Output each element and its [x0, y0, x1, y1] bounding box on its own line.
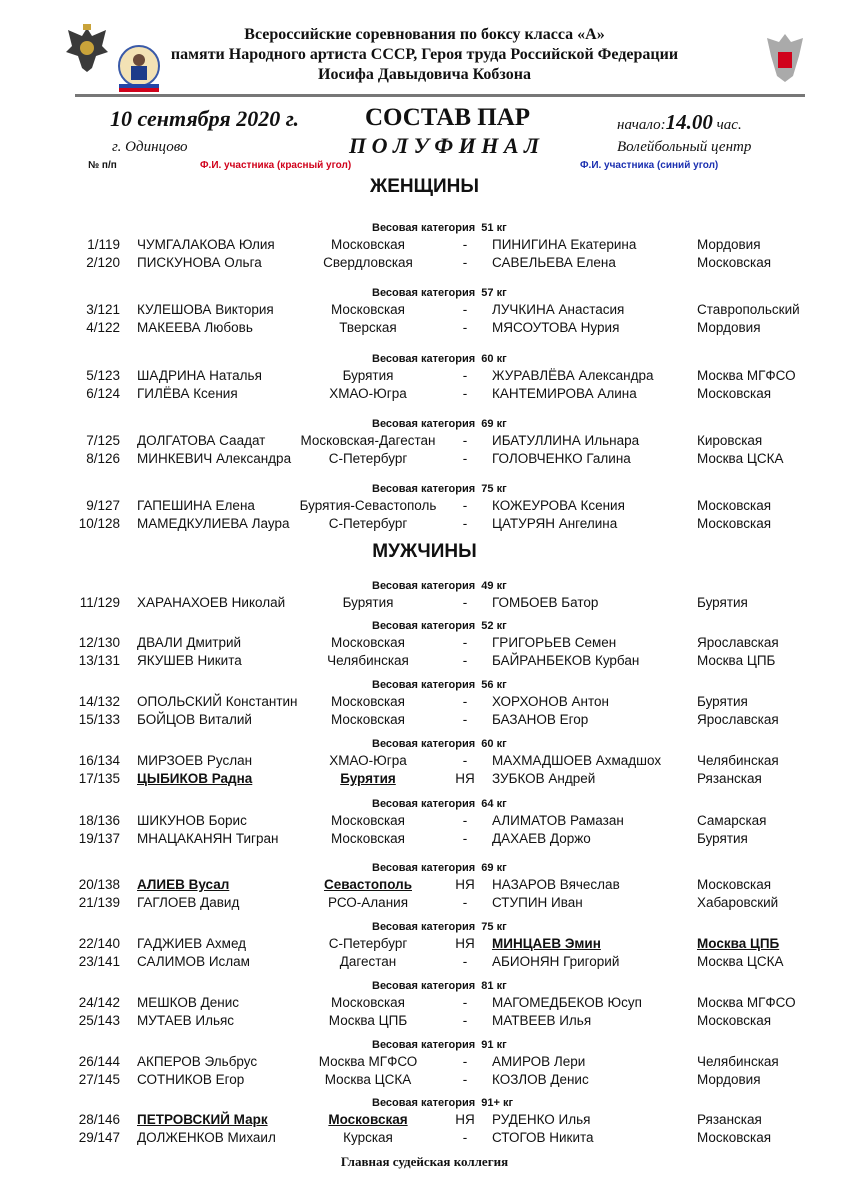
bout-separator: -: [462, 368, 468, 383]
bout-row: [0, 237, 849, 255]
weight-category: [372, 287, 507, 299]
bout-number: 11/129: [79, 595, 120, 610]
blue-corner-region: Москва ЦСКА: [697, 954, 784, 969]
red-corner-name: ГАГЛОЕВ Давид: [137, 895, 240, 910]
bout-number: 2/120: [86, 255, 120, 270]
bout-number: 23/141: [78, 954, 120, 969]
weight-category-label: Весовая категория: [372, 418, 476, 430]
weight-category: [372, 353, 507, 365]
red-corner-region: Московская: [330, 694, 405, 709]
weight-category: [372, 862, 507, 874]
red-corner-name: ГИЛЁВА Ксения: [137, 386, 238, 401]
red-corner-name: МУТАЕВ Ильяс: [137, 1013, 235, 1028]
blue-corner-name: ХОРХОНОВ Антон: [492, 694, 609, 709]
document-title: СОСТАВ ПАР: [365, 104, 531, 131]
blue-corner-name: АМИРОВ Лери: [492, 1054, 586, 1069]
bout-row: [0, 712, 849, 730]
weight-category-value: 69 кг: [481, 862, 507, 874]
red-corner-region: Москва ЦСКА: [324, 1072, 412, 1087]
start-unit: час.: [716, 117, 742, 133]
venue: Волейбольный центр: [617, 139, 752, 155]
bout-separator: -: [462, 255, 468, 270]
weight-category: [372, 580, 507, 592]
column-red-corner: Ф.И. участника (красный угол): [200, 160, 352, 171]
blue-corner-region: Московская: [697, 255, 772, 270]
blue-corner-region: Бурятия: [697, 694, 748, 709]
red-corner-region: РСО-Алания: [328, 895, 408, 910]
red-corner-region: Московская: [330, 302, 405, 317]
blue-corner-region: Мордовия: [697, 320, 761, 335]
bout-separator: -: [462, 712, 468, 727]
bout-number: 17/135: [78, 771, 120, 786]
red-corner-region: Москва ЦПБ: [328, 1013, 408, 1028]
bout-number: 21/139: [78, 895, 120, 910]
bout-row: [0, 433, 849, 451]
red-corner-name: ДОЛГАТОВА Саадат: [137, 433, 266, 448]
bout-row: [0, 1112, 849, 1130]
blue-corner-region: Ярославская: [697, 635, 779, 650]
red-corner-name: ЯКУШЕВ Никита: [137, 653, 242, 668]
weight-category-label: Весовая категория: [372, 580, 476, 592]
blue-corner-region: Мордовия: [697, 1072, 761, 1087]
weight-category: [372, 483, 507, 495]
red-corner-region: Московская: [330, 995, 405, 1010]
bout-number: 24/142: [78, 995, 120, 1010]
blue-corner-region: Самарская: [697, 813, 767, 828]
bout-separator: -: [462, 433, 468, 448]
bout-row: [0, 595, 849, 613]
red-corner-region: С-Петербург: [328, 936, 408, 951]
blue-corner-name: СТУПИН Иван: [492, 895, 583, 910]
weight-category: [372, 1039, 507, 1051]
bout-separator: НЯ: [455, 936, 475, 951]
bout-number: 15/133: [78, 712, 120, 727]
bout-row: [0, 302, 849, 320]
bout-separator: -: [462, 831, 468, 846]
red-corner-name: САЛИМОВ Ислам: [137, 954, 250, 969]
red-corner-name: ДОЛЖЕНКОВ Михаил: [137, 1130, 276, 1145]
blue-corner-region: Москва МГФСО: [697, 368, 796, 383]
blue-corner-region: Бурятия: [697, 595, 748, 610]
weight-category-value: 81 кг: [481, 980, 507, 992]
red-corner-name: ПЕТРОВСКИЙ Марк: [137, 1112, 268, 1127]
bout-row: [0, 694, 849, 712]
bout-row: [0, 1013, 849, 1031]
bout-row: [0, 877, 849, 895]
start-time: [617, 110, 742, 135]
weight-category-value: 69 кг: [481, 418, 507, 430]
blue-corner-region: Москва МГФСО: [697, 995, 796, 1010]
bout-number: 14/132: [78, 694, 120, 709]
bout-number: 20/138: [78, 877, 120, 892]
event-title-line2: памяти Народного артиста СССР, Героя труда Российской Федерации: [170, 46, 679, 63]
bout-number: 27/145: [78, 1072, 120, 1087]
blue-corner-name: АЛИМАТОВ Рамазан: [492, 813, 624, 828]
bout-row: [0, 1054, 849, 1072]
red-corner-name: МАКЕЕВА Любовь: [137, 320, 253, 335]
red-corner-name: ПИСКУНОВА Ольга: [137, 255, 262, 270]
red-corner-name: ШИКУНОВ Борис: [137, 813, 247, 828]
bout-row: [0, 954, 849, 972]
bout-separator: -: [462, 813, 468, 828]
bout-number: 25/143: [78, 1013, 120, 1028]
bout-separator: -: [462, 1072, 468, 1087]
weight-category: [372, 980, 507, 992]
bout-row: [0, 255, 849, 273]
bout-number: 29/147: [78, 1130, 120, 1145]
red-corner-name: ДВАЛИ Дмитрий: [137, 635, 242, 650]
bout-separator: -: [462, 516, 468, 531]
red-corner-region: Московская: [330, 712, 405, 727]
weight-category-value: 49 кг: [481, 580, 507, 592]
red-corner-name: МЕШКОВ Денис: [137, 995, 239, 1010]
column-blue-corner: Ф.И. участника (синий угол): [580, 160, 719, 171]
blue-corner-name: МАТВЕЕВ Илья: [492, 1013, 592, 1028]
header-divider: [75, 94, 805, 97]
bout-number: 6/124: [86, 386, 120, 401]
weight-category-label: Весовая категория: [372, 353, 476, 365]
weight-category-label: Весовая категория: [372, 287, 476, 299]
red-corner-name: ГАДЖИЕВ Ахмед: [137, 936, 247, 951]
bout-number: 12/130: [78, 635, 120, 650]
weight-category-value: 64 кг: [481, 798, 507, 810]
bout-number: 8/126: [86, 451, 120, 466]
red-corner-name: КУЛЕШОВА Виктория: [137, 302, 274, 317]
blue-corner-name: КАНТЕМИРОВА Алина: [492, 386, 637, 401]
weight-category: [372, 1097, 513, 1109]
bout-separator: -: [462, 451, 468, 466]
bout-separator: -: [462, 386, 468, 401]
red-corner-name: БОЙЦОВ Виталий: [137, 712, 252, 727]
bout-separator: -: [462, 635, 468, 650]
bout-row: [0, 368, 849, 386]
bout-number: 13/131: [78, 653, 120, 668]
blue-corner-region: Московская: [697, 1130, 772, 1145]
blue-corner-name: БАЗАНОВ Егор: [492, 712, 589, 727]
weight-category-label: Весовая категория: [372, 1039, 476, 1051]
blue-corner-name: МЯСОУТОВА Нурия: [492, 320, 620, 335]
weight-category-label: Весовая категория: [372, 222, 476, 234]
blue-corner-region: Москва ЦСКА: [697, 451, 784, 466]
blue-corner-region: Московская: [697, 386, 772, 401]
red-corner-region: С-Петербург: [328, 451, 408, 466]
blue-corner-region: Москва ЦПБ: [697, 936, 780, 951]
blue-corner-name: КОЖЕУРОВА Ксения: [492, 498, 625, 513]
bout-row: [0, 936, 849, 954]
red-corner-name: ЦЫБИКОВ Радна: [137, 771, 253, 786]
bout-row: [0, 451, 849, 469]
bout-number: 18/136: [78, 813, 120, 828]
bout-separator: -: [462, 1054, 468, 1069]
blue-corner-name: МАХМАДШОЕВ Ахмадшох: [492, 753, 662, 768]
bout-number: 4/122: [86, 320, 120, 335]
red-corner-region: Дагестан: [339, 954, 397, 969]
red-corner-name: МИРЗОЕВ Руслан: [137, 753, 253, 768]
weight-category-value: 52 кг: [481, 620, 507, 632]
bout-number: 10/128: [78, 516, 120, 531]
bout-row: [0, 831, 849, 849]
red-corner-region: Московская: [330, 635, 405, 650]
bout-row: [0, 498, 849, 516]
red-corner-region: Севастополь: [323, 877, 412, 892]
weight-category-label: Весовая категория: [372, 483, 476, 495]
bout-separator: -: [462, 237, 468, 252]
blue-corner-region: Московская: [697, 516, 772, 531]
bout-separator: НЯ: [455, 771, 475, 786]
red-corner-region: Московская: [328, 1112, 408, 1127]
footer: Главная судейская коллегия: [340, 1154, 509, 1169]
blue-corner-name: НАЗАРОВ Вячеслав: [492, 877, 620, 892]
weight-category-label: Весовая категория: [372, 1097, 476, 1109]
blue-corner-region: Рязанская: [697, 771, 762, 786]
red-corner-region: Бурятия-Севастополь: [299, 498, 437, 513]
bout-separator: -: [462, 694, 468, 709]
blue-corner-name: ГРИГОРЬЕВ Семен: [492, 635, 617, 650]
bout-row: [0, 320, 849, 338]
bout-number: 3/121: [86, 302, 120, 317]
red-corner-name: ШАДРИНА Наталья: [137, 368, 262, 383]
weight-category-label: Весовая категория: [372, 738, 476, 750]
blue-corner-name: ПИНИГИНА Екатерина: [492, 237, 637, 252]
blue-corner-name: МИНЦАЕВ Эмин: [492, 936, 601, 951]
bout-number: 1/119: [87, 237, 120, 252]
blue-corner-region: Рязанская: [697, 1112, 762, 1127]
bout-separator: НЯ: [455, 877, 475, 892]
city: г. Одинцово: [112, 139, 188, 155]
bout-row: [0, 753, 849, 771]
blue-corner-name: БАЙРАНБЕКОВ Курбан: [492, 653, 640, 668]
bout-separator: -: [462, 653, 468, 668]
event-title-line1: Всероссийские соревнования по боксу класса «А»: [244, 26, 605, 43]
weight-category: [372, 798, 507, 810]
weight-category-value: 75 кг: [481, 483, 507, 495]
red-corner-name: МАМЕДКУЛИЕВА Лаура: [137, 516, 290, 531]
column-num: № п/п: [88, 160, 117, 171]
blue-corner-region: Кировская: [697, 433, 763, 448]
event-title-line3: Иосифа Давыдовича Кобзона: [318, 66, 531, 83]
bout-row: [0, 386, 849, 404]
bout-row: [0, 1130, 849, 1148]
blue-corner-region: Ставропольский: [697, 302, 800, 317]
red-corner-region: Москва МГФСО: [318, 1054, 418, 1069]
blue-corner-region: Москва ЦПБ: [697, 653, 776, 668]
weight-category-label: Весовая категория: [372, 679, 476, 691]
red-corner-region: Московская: [330, 237, 405, 252]
bout-row: [0, 1072, 849, 1090]
bout-row: [0, 516, 849, 534]
bout-separator: -: [462, 498, 468, 513]
red-corner-region: Московская-Дагестан: [300, 433, 436, 448]
weight-category-value: 91+ кг: [481, 1097, 514, 1109]
red-corner-name: ХАРАНАХОЕВ Николай: [137, 595, 286, 610]
weight-category: [372, 418, 507, 430]
bout-number: 22/140: [78, 936, 120, 951]
blue-corner-name: МАГОМЕДБЕКОВ Юсуп: [492, 995, 642, 1010]
red-corner-region: ХМАО-Югра: [329, 386, 407, 401]
bout-number: 19/137: [78, 831, 120, 846]
weight-category-value: 60 кг: [481, 353, 507, 365]
bout-separator: -: [462, 753, 468, 768]
bout-row: [0, 813, 849, 831]
bout-row: [0, 635, 849, 653]
red-corner-region: С-Петербург: [328, 516, 408, 531]
bout-separator: -: [462, 1013, 468, 1028]
bout-separator: -: [462, 595, 468, 610]
red-corner-name: АЛИЕВ Вусал: [137, 877, 230, 892]
bout-number: 26/144: [78, 1054, 120, 1069]
blue-corner-region: Ярославская: [697, 712, 779, 727]
weight-category-value: 75 кг: [481, 921, 507, 933]
red-corner-region: ХМАО-Югра: [329, 753, 407, 768]
blue-corner-region: Мордовия: [697, 237, 761, 252]
blue-corner-region: Бурятия: [697, 831, 748, 846]
red-corner-name: ГАПЕШИНА Елена: [137, 498, 255, 513]
bout-number: 28/146: [78, 1112, 120, 1127]
blue-corner-region: Московская: [697, 877, 772, 892]
red-corner-region: Челябинская: [327, 653, 409, 668]
red-corner-name: АКПЕРОВ Эльбрус: [137, 1054, 258, 1069]
blue-corner-name: ЦАТУРЯН Ангелина: [492, 516, 618, 531]
blue-corner-name: САВЕЛЬЕВА Елена: [492, 255, 616, 270]
red-corner-name: МИНКЕВИЧ Александра: [137, 451, 292, 466]
bout-number: 9/127: [86, 498, 120, 513]
section-title: МУЖЧИНЫ: [372, 541, 477, 562]
red-corner-name: ЧУМГАЛАКОВА Юлия: [137, 237, 275, 252]
blue-corner-name: РУДЕНКО Илья: [492, 1112, 591, 1127]
red-corner-region: Свердловская: [323, 255, 413, 270]
weight-category: [372, 620, 507, 632]
red-corner-region: Тверская: [339, 320, 397, 335]
red-corner-name: МНАЦАКАНЯН Тигран: [137, 831, 279, 846]
weight-category: [372, 222, 507, 234]
blue-corner-region: Хабаровский: [697, 895, 779, 910]
weight-category-label: Весовая категория: [372, 980, 476, 992]
event-date: 10 сентября 2020 г.: [110, 106, 300, 131]
start-label: начало:: [617, 117, 666, 133]
bout-number: 7/125: [86, 433, 120, 448]
bout-separator: -: [462, 995, 468, 1010]
blue-corner-name: ЛУЧКИНА Анастасия: [492, 302, 625, 317]
red-corner-region: Московская: [330, 831, 405, 846]
bout-separator: -: [462, 302, 468, 317]
bout-separator: -: [462, 320, 468, 335]
blue-corner-name: ГОМБОЕВ Батор: [492, 595, 599, 610]
blue-corner-name: ЖУРАВЛЁВА Александра: [492, 368, 654, 383]
blue-corner-region: Московская: [697, 498, 772, 513]
weight-category-value: 51 кг: [481, 222, 507, 234]
bout-row: [0, 771, 849, 789]
red-corner-name: ОПОЛЬСКИЙ Константин: [137, 694, 298, 709]
red-corner-region: Бурятия: [340, 771, 396, 786]
blue-corner-name: ЗУБКОВ Андрей: [492, 771, 596, 786]
weight-category: [372, 738, 507, 750]
red-corner-region: Бурятия: [342, 595, 394, 610]
bout-number: 16/134: [78, 753, 120, 768]
blue-corner-name: АБИОНЯН Григорий: [492, 954, 620, 969]
weight-category-value: 91 кг: [481, 1039, 507, 1051]
blue-corner-name: ДАХАЕВ Доржо: [492, 831, 591, 846]
weight-category: [372, 921, 507, 933]
weight-category-value: 60 кг: [481, 738, 507, 750]
blue-corner-region: Московская: [697, 1013, 772, 1028]
blue-corner-name: ИБАТУЛЛИНА Ильнара: [492, 433, 640, 448]
bout-separator: НЯ: [455, 1112, 475, 1127]
bout-row: [0, 995, 849, 1013]
blue-corner-name: КОЗЛОВ Денис: [492, 1072, 589, 1087]
weight-category-label: Весовая категория: [372, 921, 476, 933]
bout-row: [0, 653, 849, 671]
red-corner-region: Московская: [330, 813, 405, 828]
bout-separator: -: [462, 895, 468, 910]
section-title: ЖЕНЩИНЫ: [370, 176, 479, 197]
weight-category: [372, 679, 507, 691]
weight-category-value: 56 кг: [481, 679, 507, 691]
blue-corner-region: Челябинская: [697, 753, 779, 768]
bout-row: [0, 895, 849, 913]
blue-corner-name: ГОЛОВЧЕНКО Галина: [492, 451, 631, 466]
red-corner-region: Бурятия: [342, 368, 394, 383]
blue-corner-name: СТОГОВ Никита: [492, 1130, 594, 1145]
bout-separator: -: [462, 1130, 468, 1145]
weight-category-value: 57 кг: [481, 287, 507, 299]
bout-separator: -: [462, 954, 468, 969]
blue-corner-region: Челябинская: [697, 1054, 779, 1069]
red-corner-region: Курская: [343, 1130, 393, 1145]
weight-category-label: Весовая категория: [372, 620, 476, 632]
round-title: П О Л У Ф И Н А Л: [349, 133, 540, 158]
bout-number: 5/123: [86, 368, 120, 383]
red-corner-name: СОТНИКОВ Егор: [137, 1072, 245, 1087]
weight-category-label: Весовая категория: [372, 862, 476, 874]
weight-category-label: Весовая категория: [372, 798, 476, 810]
start-time-value: 14.00: [665, 110, 713, 134]
